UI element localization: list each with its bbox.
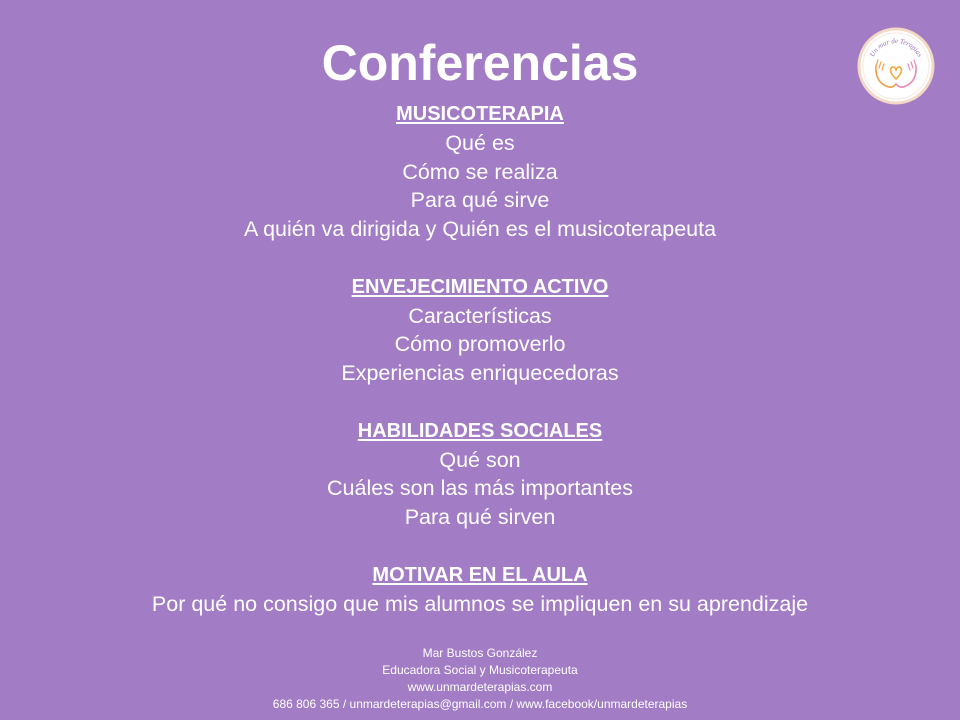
footer-contact [0, 645, 960, 713]
conference-list [0, 100, 960, 618]
section-heading: MOTIVAR EN EL AULA [372, 563, 588, 586]
section-item: Cómo promoverlo [394, 332, 566, 357]
section-item: Características [408, 303, 552, 328]
section-item: Cuáles son las más importantes [327, 476, 633, 501]
section-item: A quién va dirigida y Quién es el musicoterapeuta [243, 217, 717, 242]
section-heading: HABILIDADES SOCIALES [357, 419, 603, 442]
section-item: Cómo se realiza [402, 159, 558, 184]
section-item: Experiencias enriquecedoras [341, 361, 619, 386]
footer-website: www.unmardeterapias.com [407, 680, 553, 694]
section-item: Para qué sirve [410, 188, 550, 213]
section-item: Qué es [445, 130, 515, 155]
section-heading: MUSICOTERAPIA [396, 103, 564, 125]
section-musicoterapia [0, 100, 960, 244]
footer-name: Mar Bustos González [422, 646, 538, 660]
slide-title: Conferencias [321, 35, 639, 91]
section-motivar-en-el-aula [0, 561, 960, 619]
logo-text-path: Un mar de Terapias [868, 36, 924, 59]
section-heading: ENVEJECIMIENTO ACTIVO [351, 275, 609, 298]
section-item: Para qué sirven [404, 505, 556, 530]
logo-badge [856, 26, 936, 106]
section-habilidades-sociales [0, 417, 960, 532]
section-item: Por qué no consigo que mis alumnos se impliquen en su aprendizaje [151, 591, 809, 616]
section-envejecimiento-activo [0, 273, 960, 388]
footer-role: Educadora Social y Musicoterapeuta [382, 663, 578, 677]
footer-contact-line: 686 806 365 / unmardeterapias@gmail.com / www.facebook/unmardeterapias [272, 697, 688, 711]
section-item: Qué son [439, 447, 521, 472]
